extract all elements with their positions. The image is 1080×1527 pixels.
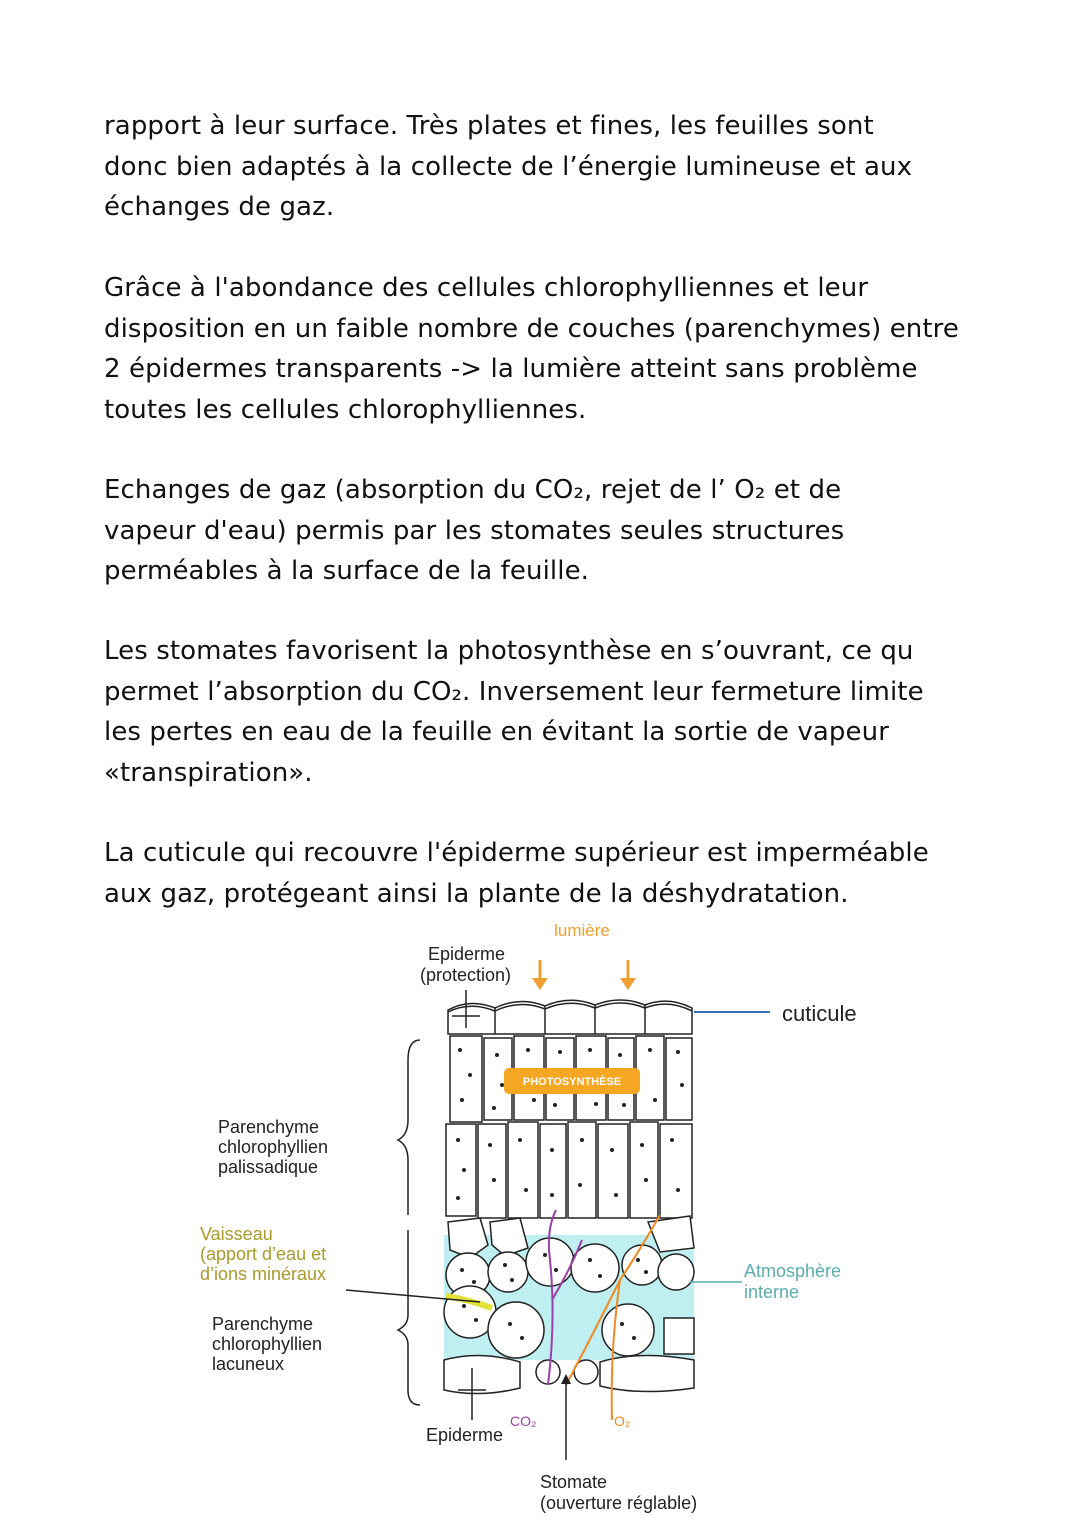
palisade-brace <box>398 1040 420 1215</box>
lumiere-label: lumière <box>554 921 610 940</box>
upper-epidermis <box>448 1000 692 1034</box>
lacuneux-brace <box>398 1230 420 1405</box>
palissadique-label-1: Parenchyme <box>218 1117 320 1137</box>
palisade-cells-lower <box>446 1122 692 1218</box>
paragraph-leaf-shape <box>104 106 984 228</box>
text-line: toutes les cellules chlorophylliennes. <box>104 394 587 425</box>
leaf-cross-section-diagram <box>0 900 1080 1527</box>
atmosphere-label-1: Atmosphère <box>744 1261 842 1281</box>
lacuneux-label-3: lacuneux <box>212 1354 285 1374</box>
vaisseau-label-2: (apport d’eau et <box>200 1244 327 1264</box>
text-line: Les stomates favorisent la photosynthèse en s’ouvrant, ce qu <box>104 636 914 666</box>
text-line: échanges de gaz. <box>104 192 335 222</box>
text-line: rapport à leur surface. Très plates et fines, les feuilles sont <box>104 111 874 141</box>
vaisseau-label-3: d’ions minéraux <box>200 1264 327 1284</box>
text-line: perméables à la surface de la feuille. <box>104 556 590 586</box>
palissadique-label-3: palissadique <box>218 1157 319 1177</box>
text-line: La cuticule qui recouvre l'épiderme supérieur est imperméable <box>104 838 929 868</box>
light-arrows <box>532 960 636 990</box>
stomate-sub-label: (ouverture réglable) <box>540 1493 698 1513</box>
epiderme-bottom-label: Epiderme <box>426 1425 504 1445</box>
text-line: permet l’absorption du CO₂. Inversement leur fermeture limite <box>104 676 924 707</box>
atmosphere-label-2: interne <box>744 1282 800 1302</box>
palissadique-label-2: chlorophyllien <box>218 1137 329 1157</box>
epiderme-top-label: Epiderme <box>428 944 506 964</box>
text-line: disposition en un faible nombre de couches (parenchymes) entre <box>104 313 959 344</box>
o2-label: O₂ <box>614 1413 631 1429</box>
cuticule-label: cuticule <box>782 1001 857 1026</box>
paragraph-chlorophyll-cells <box>104 268 984 430</box>
epiderme-top-sub: (protection) <box>420 965 512 985</box>
lacuneux-label-2: chlorophyllien <box>212 1334 323 1354</box>
paragraph-stomata <box>104 631 984 793</box>
text-line: aux gaz, protégeant ainsi la plante de la déshydratation. <box>104 878 849 909</box>
stomate-label: Stomate <box>540 1472 608 1492</box>
text-line: donc bien adaptés à la collecte de l’énergie lumineuse et aux <box>104 151 913 182</box>
co2-label: CO₂ <box>510 1413 537 1429</box>
photosynthesis-label: PHOTOSYNTHÈSE <box>522 1076 622 1088</box>
paragraph-gas-exchange <box>104 470 984 592</box>
text-line: Echanges de gaz (absorption du CO₂, rejet de l’ O₂ et de <box>104 475 842 505</box>
text-line: les pertes en eau de la feuille en évitant la sortie de vapeur <box>104 717 889 747</box>
text-line: vapeur d'eau) permis par les stomates seules structures <box>104 515 845 546</box>
text-line: «transpiration». <box>104 757 313 788</box>
lacuneux-label-1: Parenchyme <box>212 1314 314 1334</box>
vaisseau-label-1: Vaisseau <box>200 1224 273 1244</box>
text-line: 2 épidermes transparents -> la lumière atteint sans problème <box>104 354 918 384</box>
text-line: Grâce à l'abondance des cellules chlorophylliennes et leur <box>104 273 869 303</box>
